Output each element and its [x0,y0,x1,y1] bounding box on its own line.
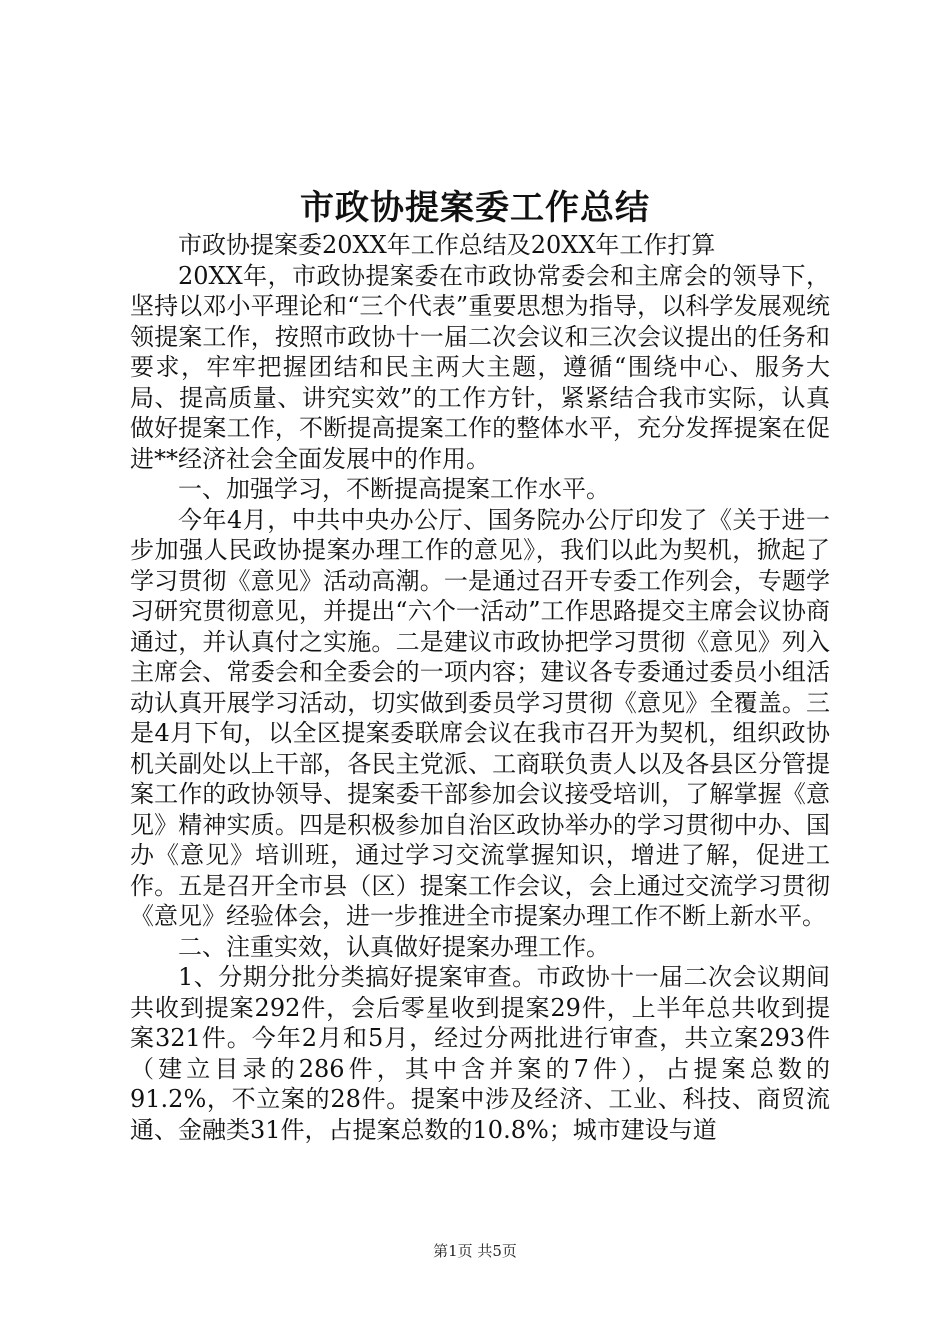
section-heading-1: 一、加强学习，不断提高提案工作水平。 [178,475,610,503]
paragraph-section-1: 今年4月，中共中央办公厅、国务院办公厅印发了《关于进一步加强人民政协提案办理工作的意见》，我们以此为契机，掀起了学习贯彻《意见》活动高潮。一是通过召开专委工作列会，专题学习研究贯彻意见，并提出“六个一活动”工作思路提交主席会议协商通过，并认真付之实施。二是建议市政协把学习贯彻《意见》列入主席会、常委会和全委会的一项内容；建议各专委通过委员小组活动认真开展学习活动，切实做到委员学习贯彻《意见》全覆盖。三是4月下旬，以全区提案委联席会议在我市召开为契机，组织政协机关副处以上干部，各民主党派、工商联负责人以及各县区分管提案工作的政协领导、提案委干部参加会议接受培训，了解掌握《意见》精神实质。四是积极参加自治区政协举办的学习贯彻中办、国办《意见》培训班，通过学习交流掌握知识，增进了解，促进工作。五是召开全市县（区）提案工作会议，会上通过交流学习贯彻《意见》经验体会，进一步推进全市提案办理工作不断上新水平。 [130,505,830,930]
document-title: 市政协提案委工作总结 [300,188,650,228]
page-number: 第1页 共5页 [433,1242,517,1260]
paragraph-subtitle: 市政协提案委20XX年工作总结及20XX年工作打算 [178,231,716,259]
document-body [130,230,830,1145]
paragraph-intro: 20XX年，市政协提案委在市政协常委会和主席会的领导下，坚持以邓小平理论和“三个代表”重要思想为指导，以科学发展观统领提案工作，按照市政协十一届二次会议和三次会议提出的任务和要求，牢牢把握团结和民主两大主题，遵循“围绕中心、服务大局、提高质量、讲究实效”的工作方针，紧紧结合我市实际，认真做好提案工作，不断提高提案工作的整体水平，充分发挥提案在促进**经济社会全面发展中的作用。 [130,261,830,473]
section-heading-2: 二、注重实效，认真做好提案办理工作。 [178,932,610,961]
paragraph-section-2: 1、分期分批分类搞好提案审查。市政协十一届二次会议期间共收到提案292件，会后零星收到提案29件，上半年总共收到提案321件。今年2月和5月，经过分两批进行审查，共立案293件（建立目录的286件，其中含并案的7件），占提案总数的91.2%，不立案的28件。提案中涉及经济、工业、科技、商贸流通、金融类31件，占提案总数的10.8%；城市建设与道 [130,963,830,1144]
